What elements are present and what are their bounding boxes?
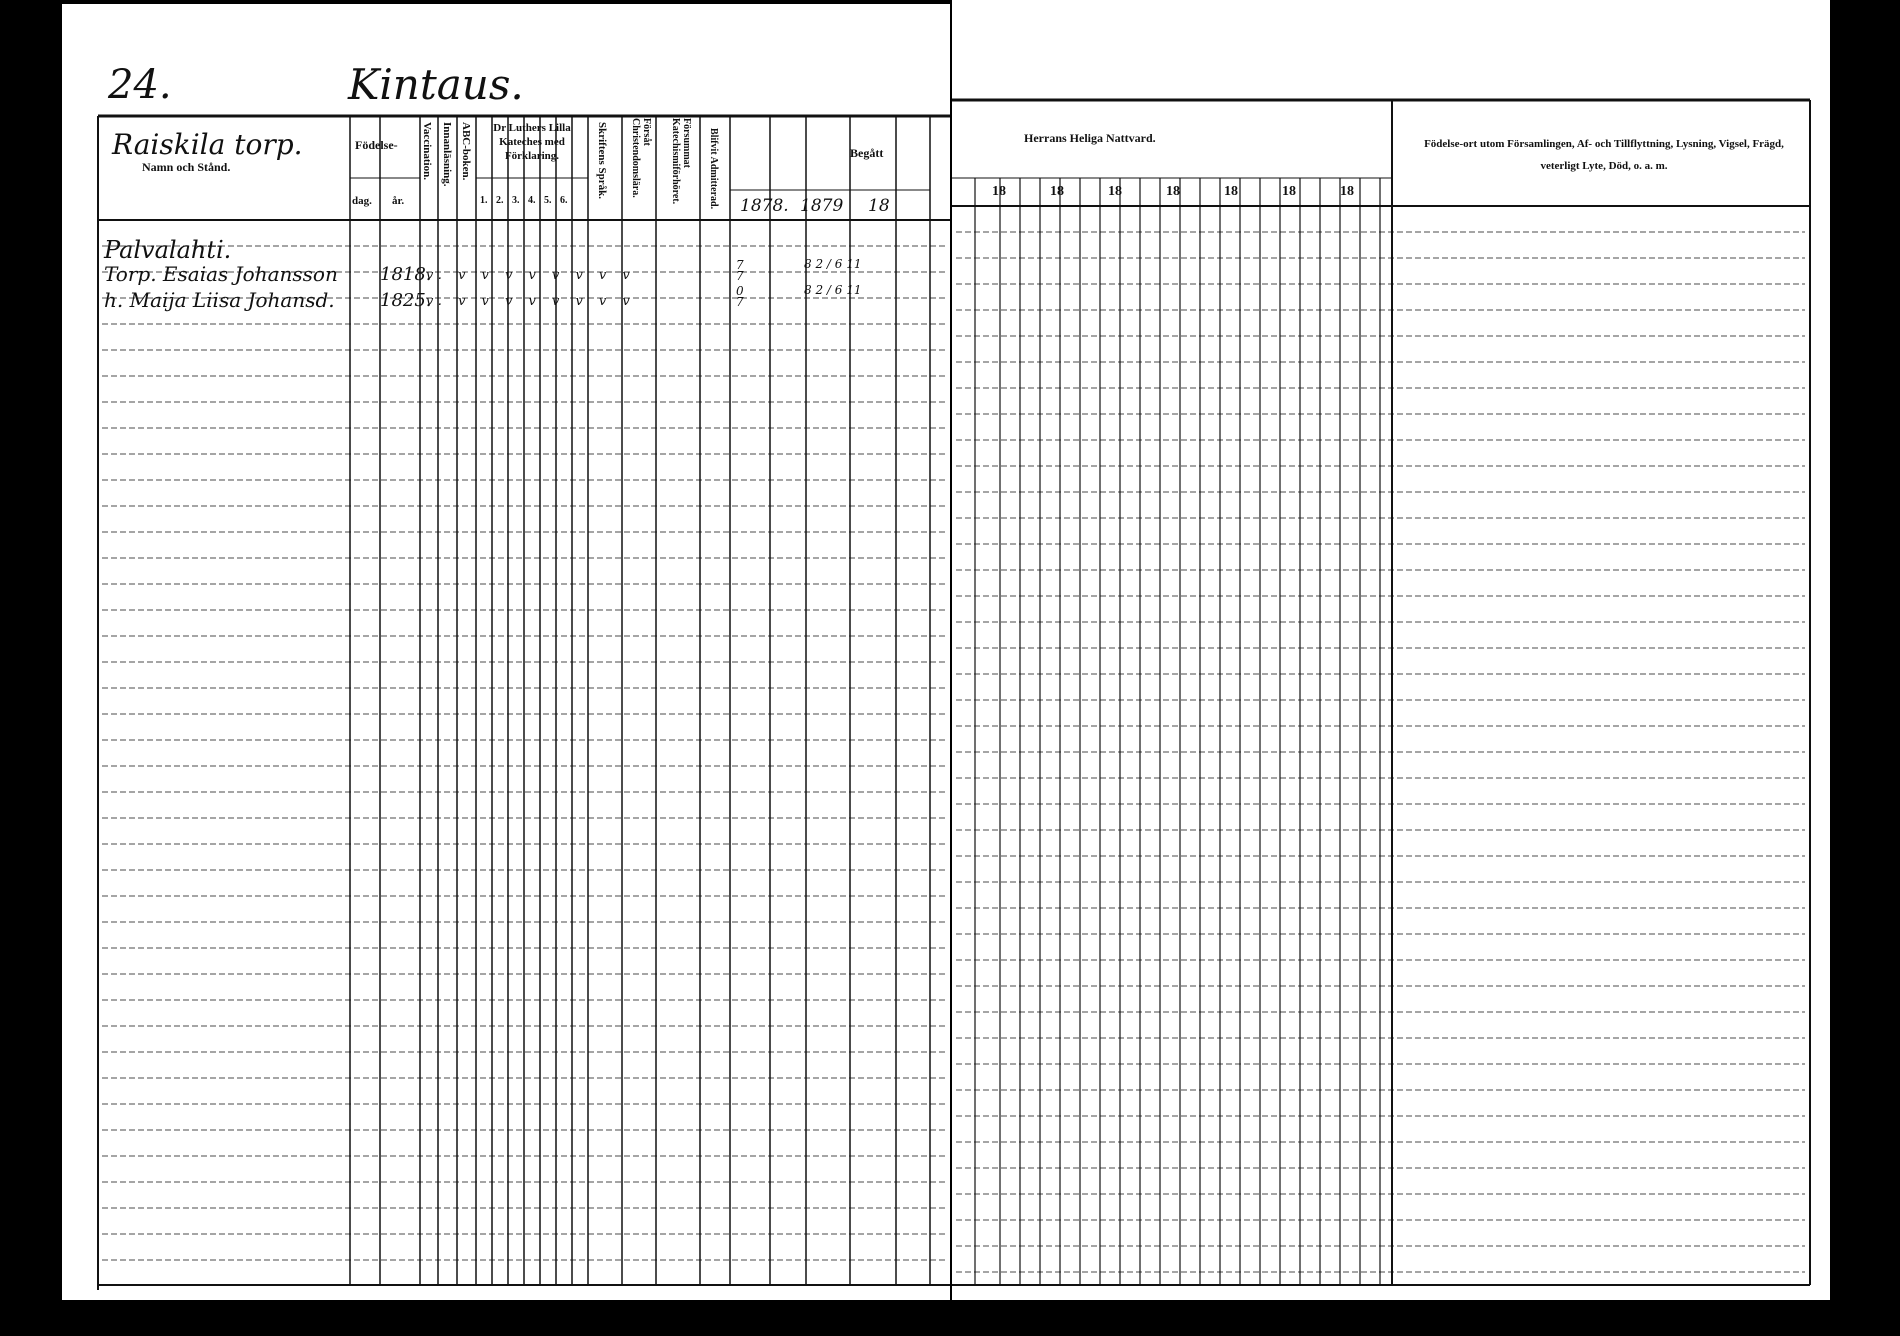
communion-year-label: 18 [1050,184,1064,199]
entry-marks: v. v v v v v v v v [426,268,636,283]
birth-year-label: år. [392,195,405,207]
communion-year-label: 18 [1224,184,1238,199]
vaccination-label: Vaccination. [421,122,433,180]
entry-birth-year: 1818. [380,264,432,285]
birth-day-label: dag. [352,195,372,207]
entry-communion-1879: 8 2 / 6 11 [804,283,862,297]
christian-label: Försåt Christendomslära. [630,118,652,198]
communion-year-label: 18 [992,184,1006,199]
entry-name: h. Maija Liisa Johansd. [104,288,335,312]
entry-communion-1879: 8 2 / 6 11 [804,257,862,271]
attended-year-label: 18 [868,196,890,216]
communion-year-label: 18 [1282,184,1296,199]
catechism-column-label: 2. [496,195,504,206]
catechism-column-label: 6. [560,195,568,206]
scripture-label: Skriftens Språk. [596,122,608,200]
attended-year-label: 1879 [800,196,844,216]
catechism-column-label: 1. [480,195,488,206]
communion-label: Herrans Heliga Nattvard. [1024,131,1156,145]
entry-name: Palvalahti. [104,236,232,264]
page-number: 24. [108,62,172,108]
communion-year-label: 18 [1166,184,1180,199]
attended-year-label: 1878. [740,196,789,216]
catechism-exam-label: Försummat Katechismiförhöret. [670,118,692,205]
catechism-column-label: 5. [544,195,552,206]
entry-communion-1878: 7 7 [736,258,744,283]
abc-label: ABC-boken. [460,122,472,181]
communion-year-label: 18 [1108,184,1122,199]
catechism-column-label: 4. [528,195,536,206]
entry-marks: v. v v v v v v v v [426,294,636,309]
luther-label: Dr Luthers Lilla Kateches med Förklaring. [493,122,571,162]
catechism-column-label: 3. [512,195,520,206]
entry-name: Torp. Esaias Johansson [104,262,338,286]
birth-label: Födelse- [355,138,398,152]
attended-label: Begått [850,146,884,160]
entry-communion-1878: 0 7 [736,284,744,309]
household-name: Raiskila torp. [112,128,303,161]
remarks-label: Födelse-ort utom Församlingen, Af- och Tillflyttning, Lysning, Vigsel, Frägd, veterligt Lyte, Död, o. a. m. [1424,138,1784,172]
communion-year-label: 18 [1340,184,1354,199]
reading-label: Innanläsning. [441,122,453,187]
name-label: Namn och Stånd. [142,160,231,174]
village-name: Kintaus. [348,60,524,109]
admitted-label: Blifvit Admitterad. [708,128,719,210]
entry-birth-year: 1825. [380,290,432,311]
